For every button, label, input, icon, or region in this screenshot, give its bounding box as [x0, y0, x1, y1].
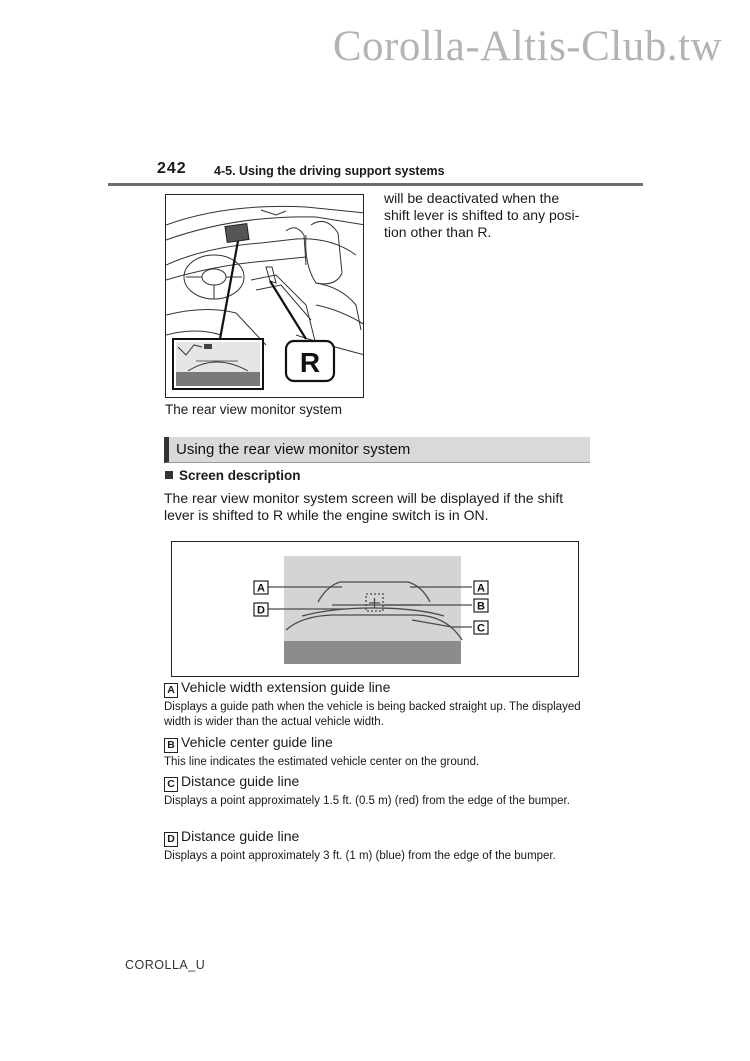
letter-box: A	[164, 683, 178, 698]
legend-item-description: Displays a guide path when the vehicle is being backed straight up. The displayed width is wider than the actual vehicle width.	[164, 701, 581, 728]
callout-c: C	[477, 622, 485, 635]
legend-item-title	[164, 828, 584, 846]
side-paragraph: will be deactivated when the shift lever is shifted to any posi-tion other than R.	[384, 190, 580, 240]
intro-paragraph: The rear view monitor system screen will be displayed if the shift lever is shifted to R while the engine switch is in ON.	[164, 490, 564, 523]
shift-position-label: R	[299, 347, 321, 378]
watermark: Corolla-Altis-Club.tw	[332, 23, 722, 70]
legend-item-title-text: Vehicle center guide line	[181, 734, 333, 750]
callout-d: D	[257, 604, 265, 617]
letter-box: D	[164, 832, 178, 847]
car-interior-drawing	[166, 195, 364, 398]
letter-box: B	[164, 738, 178, 753]
callout-b: B	[477, 600, 485, 613]
legend-item-a	[164, 679, 584, 730]
page-number: 242	[157, 160, 187, 177]
subheading-text: Screen description	[179, 468, 301, 483]
legend-item-title	[164, 734, 584, 752]
legend-item-description: Displays a point approximately 3 ft. (1 m) (blue) from the edge of the bumper.	[164, 850, 556, 862]
legend-item-title	[164, 773, 584, 791]
footer-model-code: COROLLA_U	[125, 958, 206, 972]
header-rule	[108, 183, 643, 186]
subheading	[165, 468, 301, 483]
guide-lines-drawing	[172, 542, 580, 678]
illustration-caption: The rear view monitor system	[165, 402, 343, 417]
legend-item-c	[164, 773, 584, 809]
screen-diagram	[171, 541, 579, 677]
callout-a-right: A	[477, 582, 485, 595]
legend-item-title-text: Distance guide line	[181, 773, 300, 789]
section-heading	[164, 437, 590, 463]
section-heading-text: Using the rear view monitor system	[176, 441, 411, 458]
legend-item-title	[164, 679, 584, 697]
legend-item-title-text: Vehicle width extension guide line	[181, 679, 391, 695]
square-bullet-icon	[165, 471, 173, 479]
section-title: 4-5. Using the driving support systems	[214, 164, 445, 178]
legend-item-description: This line indicates the estimated vehicle center on the ground.	[164, 756, 480, 768]
rear-view-monitor-illustration	[165, 194, 364, 398]
legend-item-title-text: Distance guide line	[181, 828, 300, 844]
legend-item-b	[164, 734, 584, 770]
letter-box: C	[164, 777, 178, 792]
legend-item-description: Displays a point approximately 1.5 ft. (0.5 m) (red) from the edge of the bumper.	[164, 795, 570, 807]
legend-item-d	[164, 828, 584, 864]
callout-a-left: A	[257, 582, 265, 595]
